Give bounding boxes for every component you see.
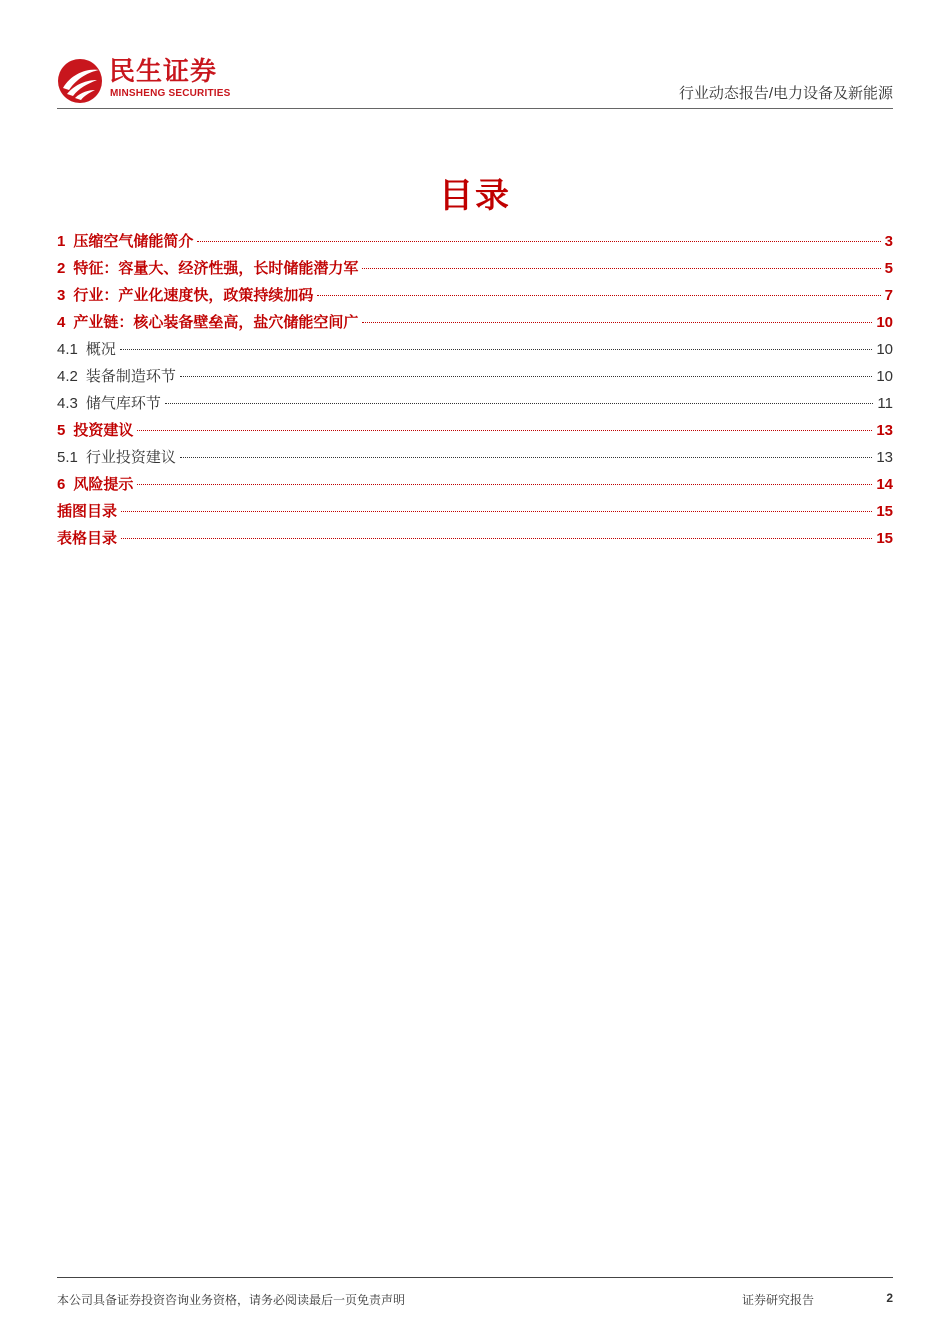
toc-entry-number: 4.3 (57, 395, 78, 412)
toc-entry-title: 装备制造环节 (85, 368, 176, 385)
page-number: 2 (886, 1291, 893, 1305)
toc-dot-leader (197, 241, 880, 242)
toc-entry-title: 插图目录 (57, 503, 118, 520)
page-header (57, 52, 893, 108)
toc-entry-page: 11 (877, 395, 893, 412)
toc-entry-page: 13 (876, 449, 893, 466)
toc-entry-page: 15 (876, 503, 893, 520)
table-of-contents (57, 228, 893, 552)
toc-entry-number: 4 (57, 314, 66, 331)
toc-entry[interactable] (57, 228, 893, 255)
toc-entry-page: 3 (884, 233, 893, 250)
toc-entry-number: 5.1 (57, 449, 78, 466)
footer-disclaimer: 本公司具备证券投资咨询业务资格，请务必阅读最后一页免责声明 (57, 1293, 406, 1307)
toc-dot-leader (180, 376, 872, 377)
toc-entry[interactable] (57, 417, 893, 444)
toc-dot-leader (362, 268, 880, 269)
toc-entry-number: 6 (57, 476, 66, 493)
company-logo (57, 56, 232, 104)
footer-divider (57, 1277, 893, 1278)
toc-entry-page: 7 (884, 287, 893, 304)
toc-entry[interactable] (57, 255, 893, 282)
toc-entry-number: 4.2 (57, 368, 78, 385)
brand-name-cn: 民生证券 (109, 56, 218, 86)
toc-entry-title: 概况 (85, 341, 116, 358)
toc-entry-title: 储气库环节 (85, 395, 161, 412)
toc-dot-leader (165, 403, 874, 404)
toc-entry[interactable] (57, 390, 893, 417)
toc-title: 目录 (439, 177, 511, 215)
toc-entry-number: 4.1 (57, 341, 78, 358)
toc-entry-number: 3 (57, 287, 66, 304)
toc-entry-page: 15 (876, 530, 893, 547)
toc-entry[interactable] (57, 336, 893, 363)
toc-entry[interactable] (57, 471, 893, 498)
header-divider (57, 108, 893, 109)
toc-entry-number: 5 (57, 422, 66, 439)
report-category: 行业动态报告/电力设备及新能源 (678, 85, 893, 102)
toc-entry[interactable] (57, 525, 893, 552)
toc-entry-title: 投资建议 (73, 422, 134, 439)
toc-entry-title: 行业投资建议 (85, 449, 176, 466)
toc-entry-title: 表格目录 (57, 530, 118, 547)
toc-dot-leader (317, 295, 880, 296)
toc-entry[interactable] (57, 444, 893, 471)
toc-entry[interactable] (57, 363, 893, 390)
toc-entry-page: 13 (876, 422, 893, 439)
toc-entry-title: 风险提示 (73, 476, 134, 493)
footer-report-type: 证券研究报告 (742, 1293, 815, 1307)
toc-entry-title: 特征：容量大、经济性强，长时储能潜力军 (73, 260, 359, 277)
toc-entry-page: 14 (876, 476, 893, 493)
toc-dot-leader (120, 349, 872, 350)
toc-entry-page: 10 (876, 368, 893, 385)
toc-dot-leader (137, 430, 872, 431)
toc-entry-title: 行业：产业化速度快，政策持续加码 (73, 287, 314, 304)
toc-entry-number: 2 (57, 260, 66, 277)
toc-dot-leader (121, 511, 872, 512)
toc-dot-leader (121, 538, 872, 539)
toc-entry-page: 10 (876, 341, 893, 358)
toc-entry-title: 压缩空气储能简介 (73, 233, 194, 250)
toc-entry[interactable] (57, 282, 893, 309)
toc-dot-leader (180, 457, 872, 458)
toc-dot-leader (362, 322, 872, 323)
minsheng-logo-icon (57, 58, 103, 104)
toc-entry[interactable] (57, 498, 893, 525)
toc-entry-page: 10 (876, 314, 893, 331)
toc-dot-leader (137, 484, 872, 485)
toc-entry-page: 5 (884, 260, 893, 277)
toc-entry-number: 1 (57, 233, 66, 250)
brand-name-en: MINSHENG SECURITIES (110, 88, 231, 99)
toc-entry[interactable] (57, 309, 893, 336)
toc-entry-title: 产业链：核心装备壁垒高，盐穴储能空间广 (73, 314, 359, 331)
